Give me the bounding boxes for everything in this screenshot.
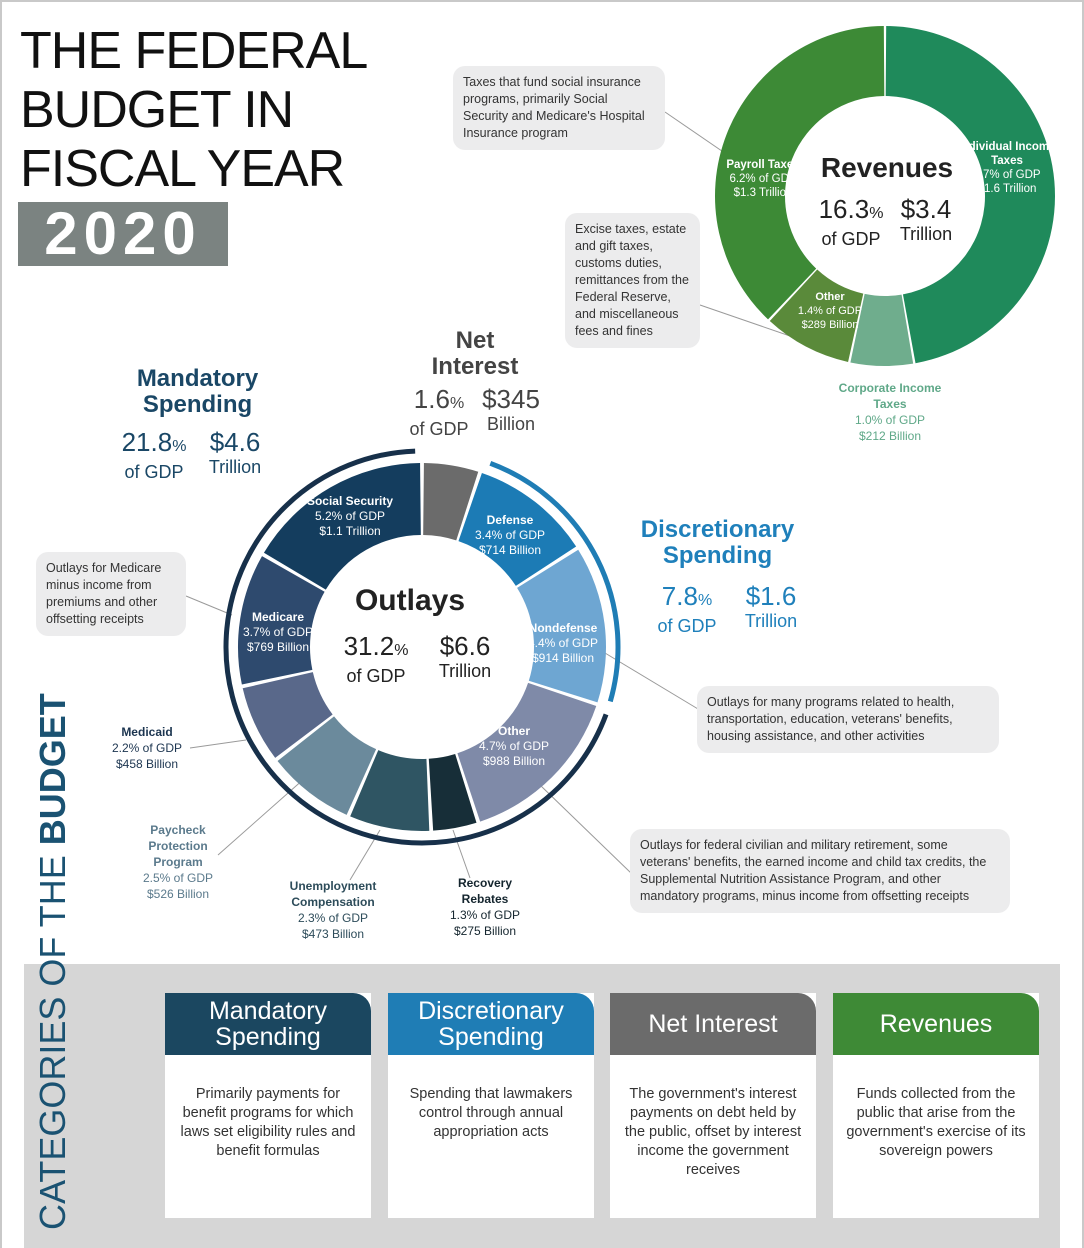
net-interest-pct-label: of GDP — [409, 419, 469, 439]
card-discretionary — [388, 993, 594, 1218]
title-line-3: FISCAL YEAR — [20, 140, 345, 198]
corporate-tax-label — [830, 380, 950, 444]
medicaid-name: Medicaid — [121, 725, 173, 739]
corporate-tax-pct: 1.0% of GDP — [854, 413, 926, 427]
medicare-pct: 3.7% of GDP — [242, 625, 314, 639]
revenues-pct-label: of GDP — [821, 229, 881, 249]
social-security-label — [296, 494, 404, 539]
ppp-label — [126, 822, 230, 902]
income-tax-label — [955, 140, 1059, 196]
categories-title — [32, 693, 73, 1230]
social-security-pct: 5.2% of GDP — [314, 509, 386, 523]
payroll-tax-pct: 6.2% of GDP — [729, 173, 797, 185]
discretionary-h1: Discretionary — [640, 516, 795, 543]
mandatory-pct: 21.8 — [121, 427, 173, 457]
ppp-amt: $526 Billion — [146, 887, 210, 901]
medicare-name: Medicare — [251, 610, 305, 624]
mandatory-pct-label: of GDP — [124, 462, 184, 482]
categories-title-1: CATEGORIES — [32, 996, 73, 1230]
card-net-interest-body: The government's interest payments on debt held by the public, offset by interest income the government receives — [624, 1086, 802, 1178]
payroll-callout: Taxes that fund social insurance programs, primarily Social Security and Medicare's Hospital Insurance program — [453, 66, 665, 150]
net-interest-pct: 1.6 — [413, 384, 450, 414]
unemployment-label — [266, 878, 400, 942]
medicaid-label — [102, 724, 192, 772]
revenues-heading: Revenues — [820, 152, 954, 183]
rebates-name: Recovery Rebates — [457, 876, 513, 906]
mandatory-h2: Spending — [142, 391, 253, 418]
unemployment-pct: 2.3% of GDP — [297, 911, 369, 925]
outlays-heading: Outlays — [354, 584, 466, 617]
income-tax-name: Individual Income Taxes — [958, 141, 1056, 167]
outlays-pct: 31.2 — [343, 631, 395, 661]
rebates-label — [438, 875, 532, 939]
other-revenue-amt: $289 Billion — [801, 319, 859, 331]
mandatory-amount-stat — [200, 428, 270, 478]
card-discretionary-head: Discretionary Spending — [388, 993, 594, 1055]
revenues-amount-label: Trillion — [899, 224, 953, 244]
mandatory-pct-stat — [114, 428, 194, 483]
corporate-tax-amt: $212 Billion — [858, 429, 922, 443]
card-mandatory-head: Mandatory Spending — [165, 993, 371, 1055]
nondefense-amt: $914 Billion — [531, 651, 595, 665]
other-outlays-pct: 4.7% of GDP — [478, 739, 550, 753]
revenues-pct: 16.3 — [818, 194, 870, 224]
title-line-2: BUDGET IN — [20, 81, 294, 139]
card-revenues-body: Funds collected from the public that arise from the government's exercise of its sovereign powers — [846, 1086, 1026, 1159]
social-security-amt: $1.1 Trillion — [319, 524, 381, 538]
other-revenue-name: Other — [815, 291, 845, 303]
outlays-amount-label: Trillion — [438, 661, 492, 681]
net-interest-pct-stat — [400, 385, 478, 440]
card-net-interest — [610, 993, 816, 1218]
defense-amt: $714 Billion — [478, 543, 542, 557]
net-interest-amount-stat — [476, 385, 546, 435]
revenues-pct-unit: % — [869, 205, 884, 222]
nondefense-name: Nondefense — [528, 621, 598, 635]
other-revenue-callout: Excise taxes, estate and gift taxes, customs duties, remittances from the Federal Reserve, and miscellaneous fees and fines — [565, 213, 700, 348]
net-interest-amount: $345 — [482, 384, 540, 414]
defense-pct: 3.4% of GDP — [474, 528, 546, 542]
card-revenues-head: Revenues — [833, 993, 1039, 1055]
outlays-pct-stat — [336, 632, 416, 687]
unemployment-name: Unemployment Compensation — [289, 879, 377, 909]
card-mandatory-body: Primarily payments for benefit programs for which laws set eligibility rules and benefit formulas — [180, 1086, 356, 1159]
income-tax-amt: $1.6 Trillion — [977, 183, 1037, 195]
other-outlays-name: Other — [497, 724, 530, 738]
social-security-name: Social Security — [306, 494, 394, 508]
discretionary-amount-stat — [734, 582, 808, 632]
medicare-label — [233, 610, 323, 655]
other-outlays-label — [468, 724, 560, 769]
mandatory-h1: Mandatory — [136, 365, 259, 392]
other-revenue-label — [784, 290, 876, 332]
net-interest-amount-label: Billion — [486, 414, 536, 434]
revenues-amount-stat — [892, 195, 960, 245]
discretionary-h2: Spending — [662, 542, 773, 569]
medicare-amt: $769 Billion — [246, 640, 310, 654]
income-tax-pct: 7.7% of GDP — [973, 169, 1041, 181]
unemployment-amt: $473 Billion — [301, 927, 365, 941]
card-revenues — [833, 993, 1039, 1218]
mandatory-pct-unit: % — [172, 438, 187, 455]
mandatory-amount: $4.6 — [209, 427, 261, 457]
payroll-tax-name: Payroll Taxes — [726, 159, 800, 171]
discretionary-pct-label: of GDP — [657, 616, 717, 636]
other-revenue-pct: 1.4% of GDP — [797, 305, 863, 317]
net-interest-pct-unit: % — [449, 395, 465, 412]
corporate-tax-name: Corporate Income Taxes — [838, 381, 942, 411]
discretionary-heading — [620, 517, 815, 569]
defense-name: Defense — [486, 513, 534, 527]
outlays-pct-unit: % — [394, 642, 409, 659]
revenues-amount: $3.4 — [900, 194, 952, 224]
other-outlays-amt: $988 Billion — [482, 754, 546, 768]
card-discretionary-body: Spending that lawmakers control through annual appropriation acts — [409, 1086, 573, 1140]
card-mandatory — [165, 993, 371, 1218]
discretionary-pct: 7.8 — [661, 581, 698, 611]
payroll-tax-label — [718, 158, 808, 200]
outlays-pct-label: of GDP — [346, 666, 406, 686]
mandatory-amount-label: Trillion — [208, 457, 262, 477]
mandatory-heading — [110, 366, 285, 418]
medicaid-pct: 2.2% of GDP — [111, 741, 183, 755]
net-interest-h1: Net — [455, 327, 495, 354]
year-badge: 2020 — [18, 202, 228, 266]
net-interest-h2: Interest — [431, 353, 519, 380]
medicare-callout: Outlays for Medicare minus income from premiums and other offsetting receipts — [36, 552, 186, 636]
nondefense-pct: 4.4% of GDP — [527, 636, 599, 650]
outlays-amount: $6.6 — [439, 631, 491, 661]
discretionary-pct-unit: % — [697, 592, 713, 609]
categories-title-2: OF THE — [32, 855, 73, 987]
title-line-1: THE FEDERAL — [20, 22, 368, 80]
nondefense-callout: Outlays for many programs related to health, transportation, education, veterans' benefits, housing assistance, and other activities — [697, 686, 999, 753]
rebates-amt: $275 Billion — [453, 924, 517, 938]
ppp-name: Paycheck Protection Program — [148, 823, 208, 869]
discretionary-pct-stat — [648, 582, 726, 637]
other-outlays-callout: Outlays for federal civilian and military retirement, some veterans' benefits, the earned income and child tax credits, the Supplemental Nutrition Assistance Program, and other mandatory programs, minus income from offsetting receipts — [630, 829, 1010, 913]
card-net-interest-head: Net Interest — [610, 993, 816, 1055]
payroll-tax-amt: $1.3 Trillion — [733, 187, 793, 199]
net-interest-heading — [405, 328, 545, 380]
ppp-pct: 2.5% of GDP — [142, 871, 214, 885]
discretionary-amount-label: Trillion — [744, 611, 798, 631]
defense-label — [462, 513, 558, 558]
categories-title-3: BUDGET — [32, 693, 73, 846]
outlays-amount-stat — [430, 632, 500, 682]
medicaid-amt: $458 Billion — [115, 757, 179, 771]
nondefense-label — [518, 621, 608, 666]
discretionary-amount: $1.6 — [745, 581, 797, 611]
revenues-pct-stat — [812, 195, 890, 250]
rebates-pct: 1.3% of GDP — [449, 908, 521, 922]
